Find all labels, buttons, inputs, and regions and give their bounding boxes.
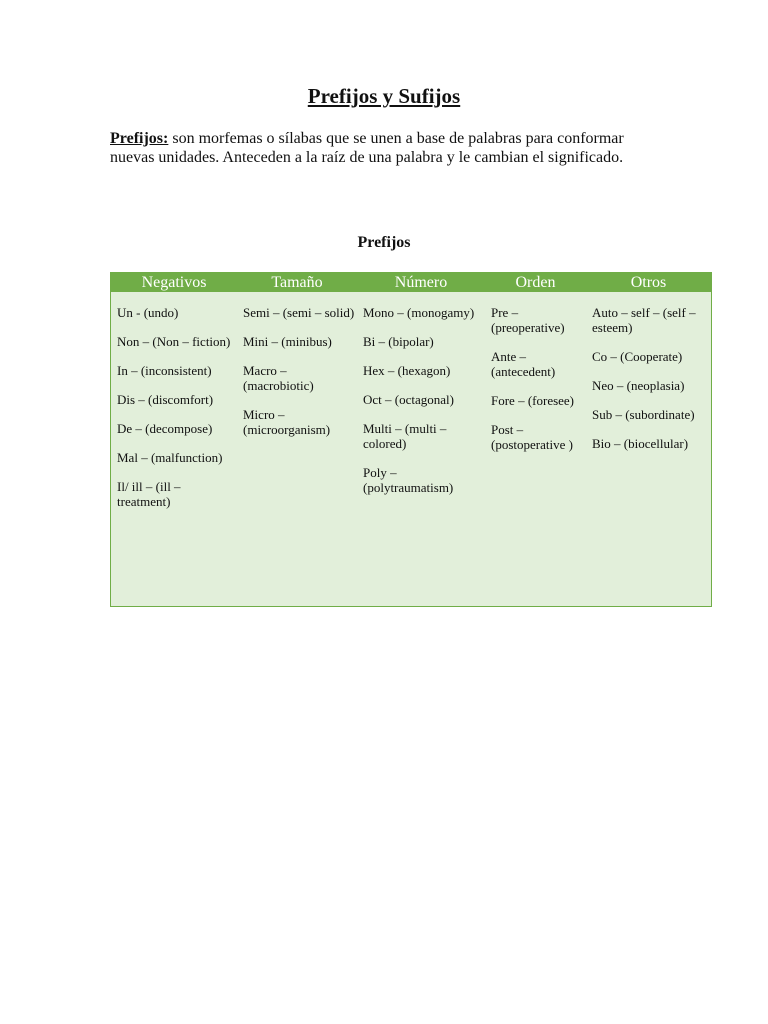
header-orden: Orden [515, 274, 556, 291]
table-header-row [111, 273, 711, 292]
section-title: Prefijos [357, 234, 411, 251]
header-numero: Número [394, 274, 448, 291]
table-cell: Pre – (preoperative) [491, 305, 565, 335]
header-tamano: Tamaño [271, 274, 323, 291]
table-cell: Sub – (subordinate) [592, 407, 695, 422]
table-cell: Mini – (minibus) [243, 334, 332, 349]
table-cell: Poly – (polytraumatism) [363, 465, 454, 495]
table-cell: De – (decompose) [117, 421, 213, 436]
table-cell: Fore – (foresee) [491, 393, 575, 408]
table-cell: Semi – (semi – solid) [243, 305, 355, 320]
column-numero [357, 305, 485, 523]
page-title: Prefijos y Sufijos [307, 84, 461, 108]
table-cell: Mal – (malfunction) [117, 450, 223, 465]
table-cell: Un - (undo) [117, 305, 179, 320]
table-cell: Mono – (monogamy) [363, 305, 475, 320]
table-cell: Hex – (hexagon) [363, 363, 451, 378]
column-orden [485, 305, 586, 523]
header-otros: Otros [630, 274, 667, 291]
intro-term: Prefijos: [110, 130, 169, 147]
intro-paragraph [110, 129, 650, 167]
table-cell: Post – (postoperative ) [491, 422, 573, 452]
table-cell: Non – (Non – fiction) [117, 334, 231, 349]
intro-text: son morfemas o sílabas que se unen a base de palabras para conformar nuevas unidades. Anteceden a la raíz de una palabra y le cambian el significado. [110, 130, 624, 166]
table-cell: Dis – (discomfort) [117, 392, 214, 407]
table-cell: Ante – (antecedent) [491, 349, 556, 379]
table-cell: Auto – self – (self – esteem) [592, 305, 696, 335]
table-cell: Bi – (bipolar) [363, 334, 434, 349]
table-cell: Oct – (octagonal) [363, 392, 454, 407]
table-cell: Micro – (microorganism) [243, 407, 331, 437]
header-negativos: Negativos [141, 274, 207, 291]
table-cell: Il/ ill – (ill – treatment) [117, 479, 181, 509]
table-cell: Multi – (multi – colored) [363, 421, 447, 451]
table-cell: Co – (Cooperate) [592, 349, 683, 364]
prefix-table [110, 272, 712, 607]
table-cell: In – (inconsistent) [117, 363, 212, 378]
column-otros [586, 305, 711, 523]
table-cell: Neo – (neoplasia) [592, 378, 685, 393]
column-tamano [237, 305, 357, 523]
table-body [111, 292, 711, 523]
table-cell: Bio – (biocellular) [592, 436, 689, 451]
column-negativos [111, 305, 237, 523]
table-cell: Macro – (macrobiotic) [243, 363, 314, 393]
